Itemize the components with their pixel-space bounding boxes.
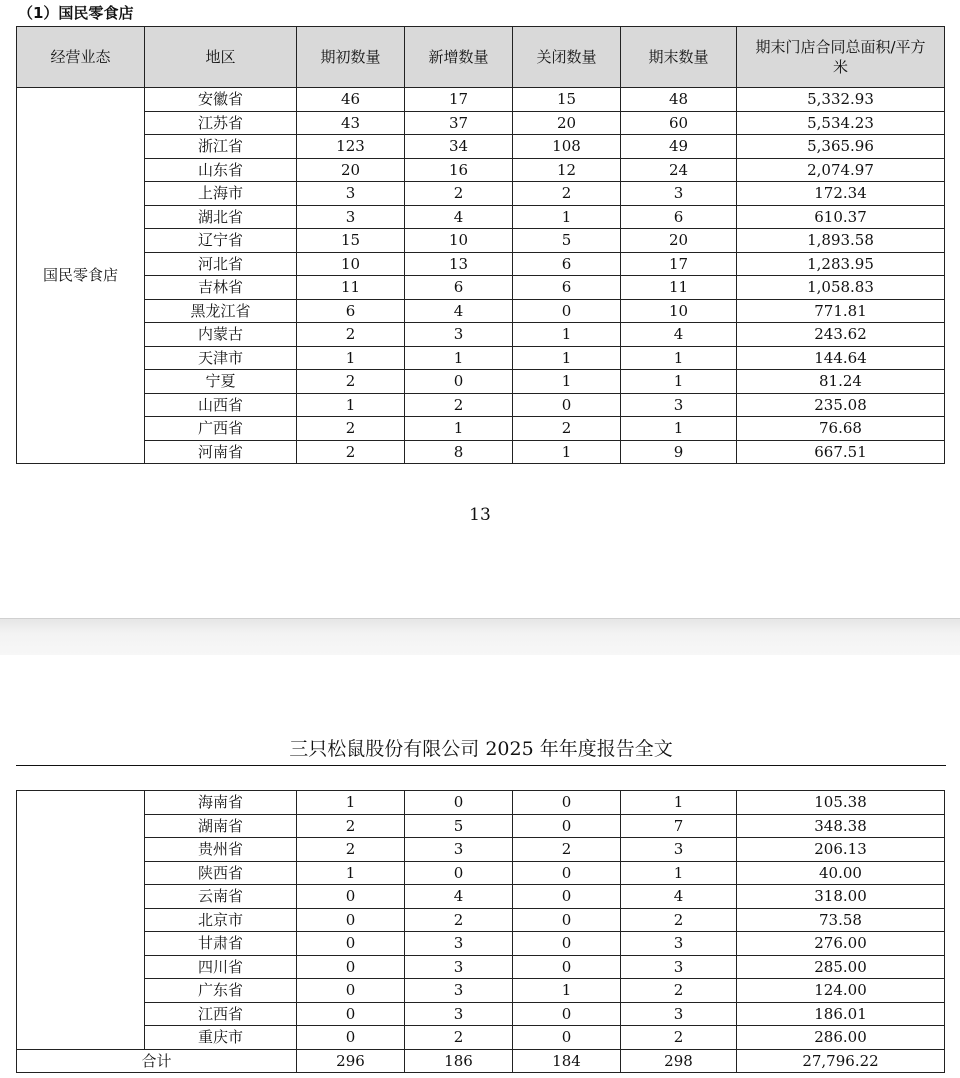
region-cell: 广东省 [145,979,297,1003]
new-count-cell: 3 [405,979,513,1003]
new-count-cell: 16 [405,158,513,182]
header-cell: 地区 [145,27,297,88]
new-count-cell: 6 [405,276,513,300]
ending-count-cell: 2 [621,1026,737,1050]
table-row [17,861,945,885]
region-cell: 北京市 [145,908,297,932]
table-row [17,932,945,956]
new-count-cell: 1 [405,417,513,441]
area-cell: 1,893.58 [737,229,945,253]
region-cell: 天津市 [145,346,297,370]
store-table-page1 [16,26,945,464]
new-count-cell: 3 [405,838,513,862]
table-row [17,370,945,394]
new-count-cell: 5 [405,814,513,838]
opening-count-cell: 2 [297,370,405,394]
area-cell: 124.00 [737,979,945,1003]
opening-count-cell: 2 [297,417,405,441]
area-cell: 186.01 [737,1002,945,1026]
area-cell: 771.81 [737,299,945,323]
area-cell: 1,058.83 [737,276,945,300]
header-cell: 期末门店合同总面积/平方米 [737,27,945,88]
opening-count-cell: 10 [297,252,405,276]
total-ending-count-cell: 298 [621,1049,737,1073]
opening-count-cell: 123 [297,135,405,159]
opening-count-cell: 46 [297,88,405,112]
new-count-cell: 8 [405,440,513,464]
area-cell: 73.58 [737,908,945,932]
table-row [17,135,945,159]
area-cell: 5,534.23 [737,111,945,135]
ending-count-cell: 2 [621,908,737,932]
opening-count-cell: 0 [297,932,405,956]
ending-count-cell: 2 [621,979,737,1003]
opening-count-cell: 0 [297,908,405,932]
ending-count-cell: 4 [621,323,737,347]
new-count-cell: 3 [405,323,513,347]
area-cell: 276.00 [737,932,945,956]
table-row [17,111,945,135]
table-row [17,908,945,932]
table-row [17,1002,945,1026]
ending-count-cell: 3 [621,1002,737,1026]
ending-count-cell: 3 [621,955,737,979]
table-row [17,276,945,300]
ending-count-cell: 1 [621,417,737,441]
table-row [17,1026,945,1050]
new-count-cell: 2 [405,393,513,417]
area-cell: 1,283.95 [737,252,945,276]
new-count-cell: 0 [405,791,513,815]
ending-count-cell: 3 [621,393,737,417]
table-row [17,417,945,441]
opening-count-cell: 6 [297,299,405,323]
area-cell: 40.00 [737,861,945,885]
new-count-cell: 2 [405,1026,513,1050]
ending-count-cell: 24 [621,158,737,182]
ending-count-cell: 60 [621,111,737,135]
closed-count-cell: 6 [513,252,621,276]
table-row [17,393,945,417]
closed-count-cell: 1 [513,323,621,347]
region-cell: 河北省 [145,252,297,276]
region-cell: 江苏省 [145,111,297,135]
total-opening-count-cell: 296 [297,1049,405,1073]
table-row [17,88,945,112]
header-cell: 期末数量 [621,27,737,88]
ending-count-cell: 11 [621,276,737,300]
area-cell: 144.64 [737,346,945,370]
new-count-cell: 2 [405,908,513,932]
opening-count-cell: 1 [297,861,405,885]
table-row [17,299,945,323]
header-cell: 关闭数量 [513,27,621,88]
ending-count-cell: 3 [621,932,737,956]
closed-count-cell: 0 [513,299,621,323]
region-cell: 辽宁省 [145,229,297,253]
table-row [17,182,945,206]
area-cell: 81.24 [737,370,945,394]
area-cell: 172.34 [737,182,945,206]
opening-count-cell: 2 [297,838,405,862]
region-cell: 黑龙江省 [145,299,297,323]
closed-count-cell: 0 [513,1002,621,1026]
new-count-cell: 4 [405,205,513,229]
total-new-count-cell: 186 [405,1049,513,1073]
closed-count-cell: 0 [513,393,621,417]
new-count-cell: 13 [405,252,513,276]
new-count-cell: 3 [405,932,513,956]
closed-count-cell: 1 [513,370,621,394]
closed-count-cell: 0 [513,861,621,885]
closed-count-cell: 5 [513,229,621,253]
region-cell: 宁夏 [145,370,297,394]
new-count-cell: 1 [405,346,513,370]
ending-count-cell: 9 [621,440,737,464]
area-cell: 348.38 [737,814,945,838]
closed-count-cell: 1 [513,346,621,370]
area-cell: 610.37 [737,205,945,229]
section-title: （1）国民零食店 [18,4,134,22]
area-cell: 5,332.93 [737,88,945,112]
opening-count-cell: 2 [297,814,405,838]
new-count-cell: 17 [405,88,513,112]
region-cell: 安徽省 [145,88,297,112]
opening-count-cell: 2 [297,440,405,464]
ending-count-cell: 1 [621,861,737,885]
ending-count-cell: 10 [621,299,737,323]
ending-count-cell: 1 [621,346,737,370]
table-row [17,205,945,229]
closed-count-cell: 1 [513,979,621,1003]
closed-count-cell: 2 [513,182,621,206]
ending-count-cell: 6 [621,205,737,229]
area-cell: 235.08 [737,393,945,417]
page-separator [0,618,960,655]
region-cell: 四川省 [145,955,297,979]
region-cell: 陕西省 [145,861,297,885]
new-count-cell: 0 [405,861,513,885]
store-table-page2 [16,790,945,1073]
new-count-cell: 4 [405,885,513,909]
new-count-cell: 0 [405,370,513,394]
region-cell: 甘肃省 [145,932,297,956]
region-cell: 内蒙古 [145,323,297,347]
opening-count-cell: 0 [297,1002,405,1026]
closed-count-cell: 0 [513,955,621,979]
new-count-cell: 34 [405,135,513,159]
area-cell: 318.00 [737,885,945,909]
opening-count-cell: 43 [297,111,405,135]
closed-count-cell: 2 [513,838,621,862]
opening-count-cell: 15 [297,229,405,253]
closed-count-cell: 0 [513,1026,621,1050]
opening-count-cell: 0 [297,955,405,979]
closed-count-cell: 0 [513,908,621,932]
region-cell: 海南省 [145,791,297,815]
new-count-cell: 3 [405,1002,513,1026]
new-count-cell: 2 [405,182,513,206]
region-cell: 重庆市 [145,1026,297,1050]
total-row [17,1049,945,1073]
closed-count-cell: 108 [513,135,621,159]
closed-count-cell: 0 [513,814,621,838]
region-cell: 山西省 [145,393,297,417]
opening-count-cell: 0 [297,1026,405,1050]
ending-count-cell: 7 [621,814,737,838]
region-cell: 江西省 [145,1002,297,1026]
ending-count-cell: 3 [621,838,737,862]
new-count-cell: 37 [405,111,513,135]
opening-count-cell: 0 [297,885,405,909]
table-row [17,955,945,979]
area-cell: 105.38 [737,791,945,815]
table-row [17,323,945,347]
closed-count-cell: 1 [513,440,621,464]
area-cell: 206.13 [737,838,945,862]
closed-count-cell: 2 [513,417,621,441]
table-row [17,229,945,253]
opening-count-cell: 1 [297,346,405,370]
table-row [17,346,945,370]
table-row [17,252,945,276]
closed-count-cell: 12 [513,158,621,182]
closed-count-cell: 15 [513,88,621,112]
opening-count-cell: 1 [297,791,405,815]
opening-count-cell: 2 [297,323,405,347]
ending-count-cell: 49 [621,135,737,159]
report-title: 三只松鼠股份有限公司 2025 年年度报告全文 [16,734,946,766]
closed-count-cell: 20 [513,111,621,135]
total-closed-count-cell: 184 [513,1049,621,1073]
ending-count-cell: 4 [621,885,737,909]
ending-count-cell: 1 [621,791,737,815]
closed-count-cell: 0 [513,791,621,815]
closed-count-cell: 6 [513,276,621,300]
table-row [17,838,945,862]
header-cell: 新增数量 [405,27,513,88]
opening-count-cell: 3 [297,205,405,229]
ending-count-cell: 1 [621,370,737,394]
region-cell: 广西省 [145,417,297,441]
opening-count-cell: 20 [297,158,405,182]
region-cell: 上海市 [145,182,297,206]
page-number: 13 [469,505,491,525]
region-cell: 吉林省 [145,276,297,300]
ending-count-cell: 48 [621,88,737,112]
region-cell: 云南省 [145,885,297,909]
opening-count-cell: 1 [297,393,405,417]
table-row [17,440,945,464]
opening-count-cell: 3 [297,182,405,206]
table-row [17,158,945,182]
table-row [17,814,945,838]
area-cell: 243.62 [737,323,945,347]
region-cell: 湖南省 [145,814,297,838]
area-cell: 2,074.97 [737,158,945,182]
region-cell: 山东省 [145,158,297,182]
total-label-cell: 合计 [17,1049,297,1073]
region-cell: 贵州省 [145,838,297,862]
table-row [17,885,945,909]
table-header-row [17,27,945,88]
region-cell: 浙江省 [145,135,297,159]
new-count-cell: 3 [405,955,513,979]
table-row [17,791,945,815]
total-area-cell: 27,796.22 [737,1049,945,1073]
closed-count-cell: 0 [513,885,621,909]
opening-count-cell: 11 [297,276,405,300]
ending-count-cell: 20 [621,229,737,253]
area-cell: 286.00 [737,1026,945,1050]
area-cell: 667.51 [737,440,945,464]
area-cell: 5,365.96 [737,135,945,159]
ending-count-cell: 17 [621,252,737,276]
header-cell: 经营业态 [17,27,145,88]
opening-count-cell: 0 [297,979,405,1003]
closed-count-cell: 0 [513,932,621,956]
area-cell: 76.68 [737,417,945,441]
new-count-cell: 4 [405,299,513,323]
ending-count-cell: 3 [621,182,737,206]
region-cell: 河南省 [145,440,297,464]
closed-count-cell: 1 [513,205,621,229]
segment-cell: 国民零食店 [17,88,145,464]
new-count-cell: 10 [405,229,513,253]
table-row [17,979,945,1003]
area-cell: 285.00 [737,955,945,979]
region-cell: 湖北省 [145,205,297,229]
segment-continuation-cell [17,791,145,1050]
header-cell: 期初数量 [297,27,405,88]
